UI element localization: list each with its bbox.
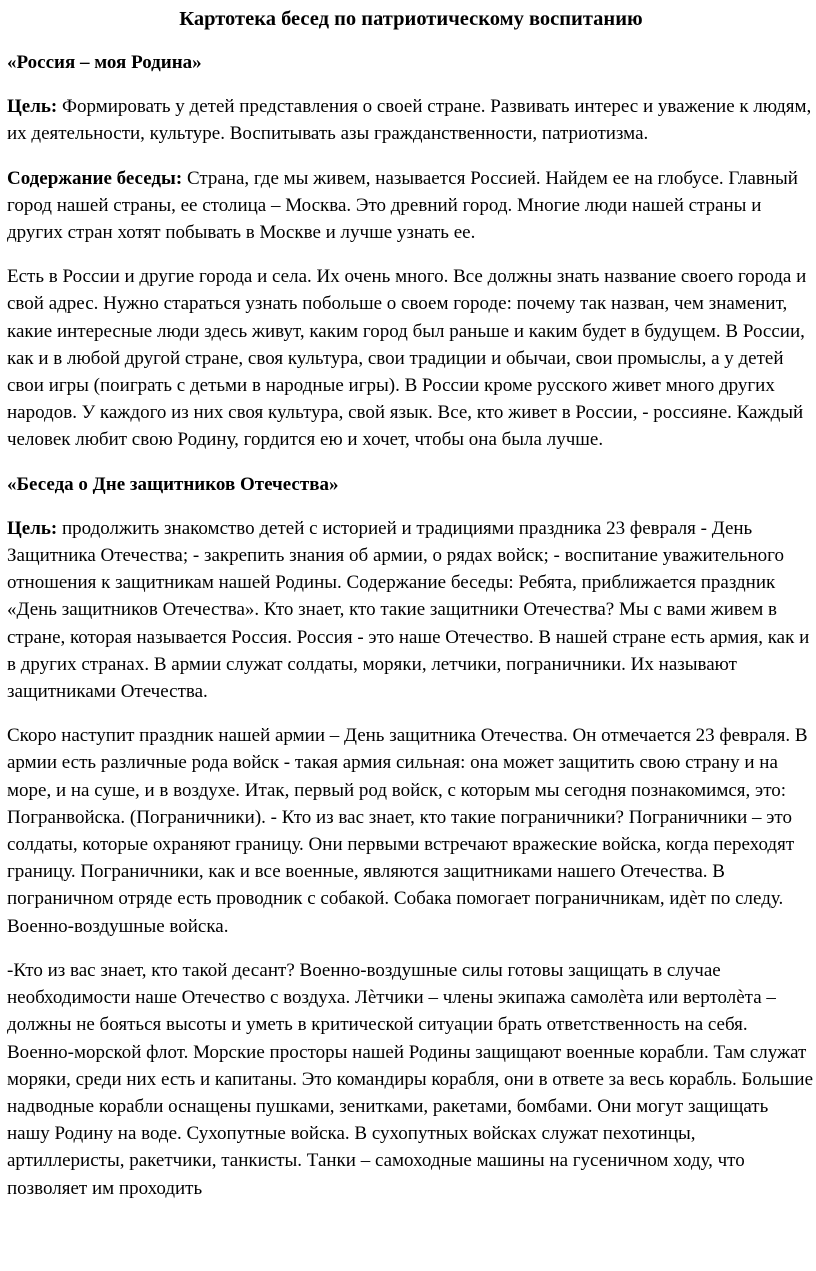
section-heading-defenders: «Беседа о Дне защитников Отечества» xyxy=(7,473,339,495)
document-body xyxy=(7,0,815,1202)
goal-text: Формировать у детей представления о своей стране. Развивать интерес и уважение к людям, их деятельности, культуре. Воспитывать азы гражданственности, патриотизма. xyxy=(7,96,812,145)
section-heading-russia: «Россия – моя Родина» xyxy=(7,52,202,73)
goal-paragraph-russia xyxy=(7,93,815,147)
goal-label: Цель: xyxy=(7,517,58,539)
body-paragraph-russia: Есть в России и другие города и села. Их очень много. Все должны знать название своего города и свой адрес. Нужно стараться узнать побольше о своем городе: почему так назван, чем знаменит, какие интересные люди здесь живут, каким город был раньше и каким будет в будущем. В России, как и в любой другой стране, своя культура, свои традиции и обычаи, свои промыслы, а у детей свои игры (поиграть с детьми в народные игры). В России кроме русского живет много других народов. У каждого из них своя культура, свой язык. Все, кто живет в России, - россияне. Каждый человек любит свою Родину, гордится ею и хочет, чтобы она была лучше. xyxy=(7,266,807,451)
content-label: Содержание беседы: xyxy=(7,167,183,189)
content-paragraph-russia xyxy=(7,165,815,247)
goal-label: Цель: xyxy=(7,96,58,118)
content-text: Страна, где мы живем, называется Россией. Найдем ее на глобусе. Главный город нашей страны, ее столица – Москва. Это древний город. Многие люди нашей страны и других стран хотят побывать в Москве и лучше узнать ее. xyxy=(7,167,798,244)
goal-text: продолжить знакомство детей с историей и традициями праздника 23 февраля - День Защитника Отечества; - закрепить знания об армии, о рядах войск; - воспитание уважительного отношения к защитникам нашей Родины. Содержание беседы: Ребята, приближается праздник «День защитников Отечества». Кто знает, кто такие защитники Отечества? Мы с вами живем в стране, которая называется Россия. Россия - это наше Отечество. В нашей стране есть армия, как и в других странах. В армии служат солдаты, моряки, летчики, пограничники. Их называют защитниками Отечества. xyxy=(7,517,810,703)
goal-paragraph-defenders xyxy=(7,515,815,705)
body-paragraph-border-guards: Скоро наступит праздник нашей армии – День защитника Отечества. Он отмечается 23 февраля. В армии есть различные рода войск - такая армия сильная: она может защитить свою страну и на море, и на суше, и в воздухе. Итак, первый род войск, с которым мы сегодня познакомимся, это: Погранвойска. (Пограничники). - Кто из вас знает, кто такие пограничники? Пограничники – это солдаты, которые охраняют границу. Они первыми встречают вражеские войска, когда переходят границу. Пограничники, как и все военные, являются защитниками нашего Отечества. В пограничном отряде есть проводник с собакой. Собака помогает пограничникам, идѐт по следу. Военно-воздушные войска. xyxy=(7,725,808,937)
body-paragraph-air-force: -Кто из вас знает, кто такой десант? Военно-воздушные силы готовы защищать в случае необходимости наше Отечество с воздуха. Лѐтчики – члены экипажа самолѐта или вертолѐта – должны не бояться высоты и уметь в критической ситуации брать ответственность на себя. Военно-морской флот. Морские просторы нашей Родины защищают военные корабли. Там служат моряки, среди них есть и капитаны. Это командиры корабля, они в ответе за весь корабль. Большие надводные корабли оснащены пушками, зенитками, ракетами, бомбами. Они могут защищать нашу Родину на воде. Сухопутные войска. В сухопутных войсках служат пехотинцы, артиллеристы, ракетчики, танкисты. Танки – самоходные машины на гусеничном ходу, что позволяет им проходить xyxy=(7,959,814,1199)
document-title: Картотека бесед по патриотическому воспитанию xyxy=(179,8,643,30)
